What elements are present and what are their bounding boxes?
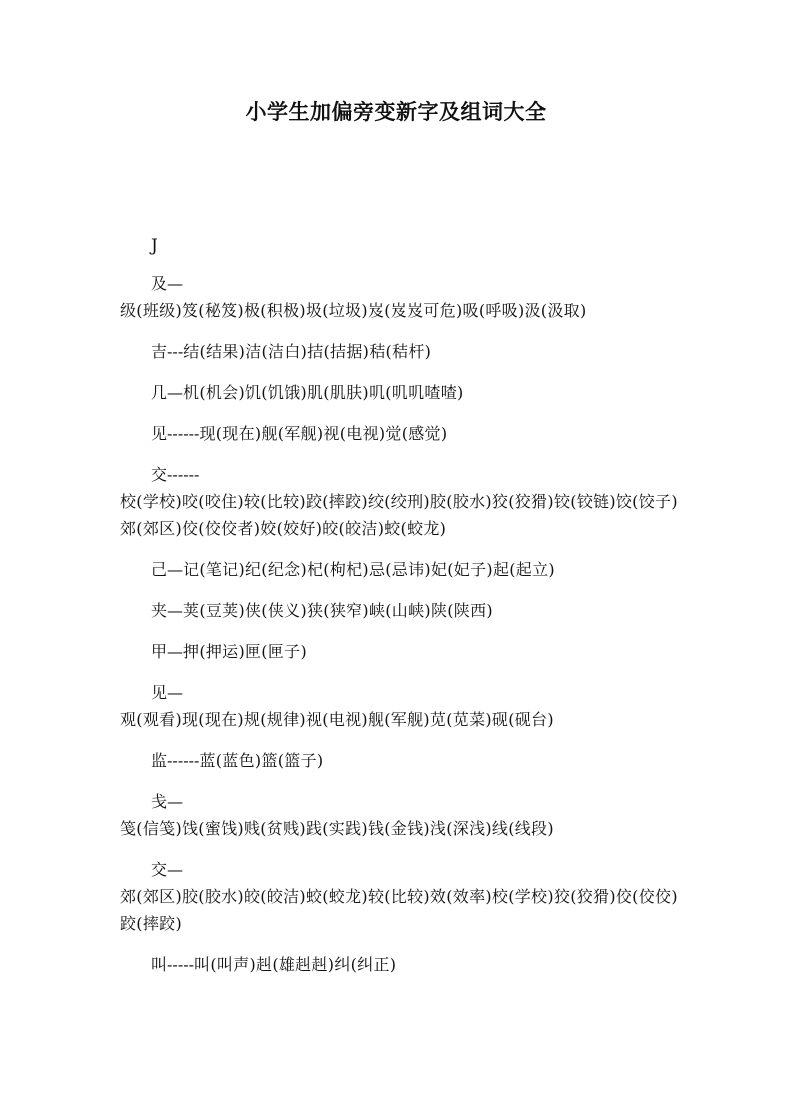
entry-radical: 甲— bbox=[151, 642, 184, 661]
entry-words: 押(押运)匣(匣子) bbox=[183, 642, 307, 661]
entry-words: 叫(叫声)赳(雄赳赳)纠(纠正) bbox=[194, 955, 397, 974]
entry-words: 观(观看)现(现在)规(规律)视(电视)舰(军舰)苋(苋菜)砚(砚台) bbox=[120, 710, 554, 729]
entry-radical: 见— bbox=[151, 683, 184, 702]
entry-radical: 交— bbox=[151, 860, 184, 879]
entry-radical: 监------ bbox=[151, 751, 200, 770]
entry-radical: 叫----- bbox=[151, 955, 195, 974]
entry-radical: 交------ bbox=[151, 465, 200, 484]
entry bbox=[120, 638, 680, 665]
entry-words: 现(现在)舰(军舰)视(电视)觉(感觉) bbox=[199, 424, 448, 443]
entry bbox=[120, 556, 680, 583]
entry-words: 结(结果)洁(洁白)拮(拮据)秸(秸杆) bbox=[183, 342, 432, 361]
section-letter: J bbox=[151, 236, 158, 256]
entry-radical: 及— bbox=[151, 274, 184, 293]
entry bbox=[120, 379, 680, 406]
entry-words: 笺(信笺)饯(蜜饯)贱(贫贱)践(实践)钱(金钱)浅(深浅)线(线段) bbox=[120, 819, 554, 838]
entry-words: 记(笔记)纪(纪念)杞(枸杞)忌(忌讳)妃(妃子)起(起立) bbox=[183, 560, 555, 579]
entry bbox=[120, 597, 680, 624]
entry bbox=[120, 270, 680, 324]
entry-radical: 吉--- bbox=[151, 342, 184, 361]
entry bbox=[120, 338, 680, 365]
entry-radical: 己— bbox=[151, 560, 184, 579]
entry-words: 蓝(蓝色)篮(篮子) bbox=[199, 751, 324, 770]
entry-radical: 几— bbox=[151, 383, 184, 402]
entry-words: 郊(郊区)胶(胶水)皎(皎洁)蛟(蛟龙)较(比较)效(效率)校(学校)狡(狡猾)佼(佼佼)跤(摔跤) bbox=[120, 887, 678, 933]
entry bbox=[120, 856, 680, 937]
entry bbox=[120, 420, 680, 447]
entry bbox=[120, 679, 680, 733]
entry bbox=[120, 951, 680, 978]
entry-radical: 戋— bbox=[151, 792, 184, 811]
entry bbox=[120, 461, 680, 542]
entry-radical: 夹— bbox=[151, 601, 184, 620]
entry bbox=[120, 788, 680, 842]
entry-list bbox=[120, 270, 680, 992]
entry bbox=[120, 747, 680, 774]
entry-words: 级(班级)笈(秘笈)极(积极)圾(垃圾)岌(岌岌可危)吸(呼吸)汲(汲取) bbox=[120, 301, 587, 320]
entry-words: 机(机会)饥(饥饿)肌(肌肤)叽(叽叽喳喳) bbox=[183, 383, 464, 402]
page-title: 小学生加偏旁变新字及组词大全 bbox=[245, 100, 547, 124]
entry-words: 荚(豆荚)侠(侠义)狭(狭窄)峡(山峡)陕(陕西) bbox=[183, 601, 493, 620]
entry-words: 校(学校)咬(咬住)较(比较)跤(摔跤)绞(绞刑)胶(胶水)狡(狡猾)铰(铰链)饺(饺子)郊(郊区)佼(佼佼者)姣(姣好)皎(皎洁)蛟(蛟龙) bbox=[120, 492, 678, 538]
entry-radical: 见------ bbox=[151, 424, 200, 443]
